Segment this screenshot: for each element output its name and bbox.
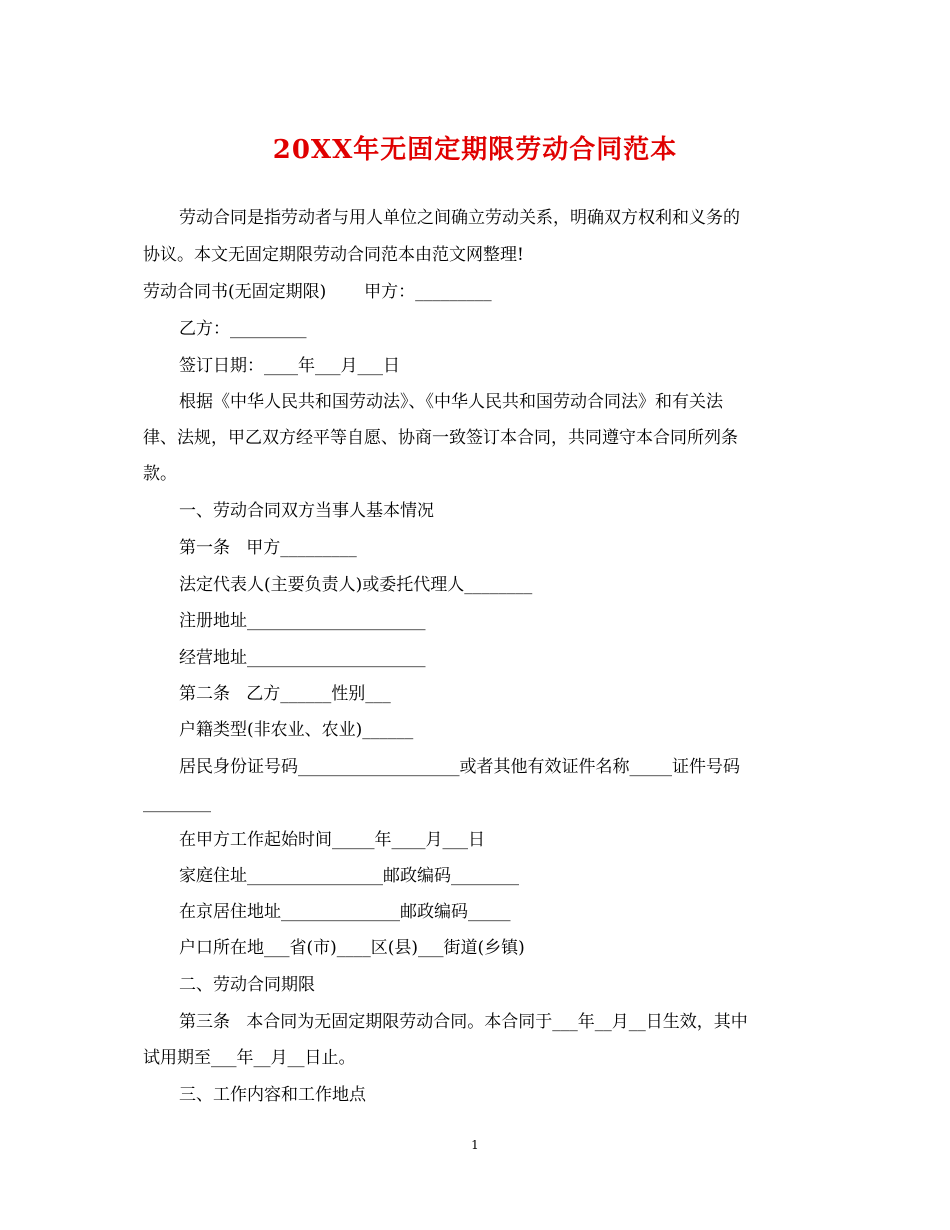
sign-date-line: 签订日期：____年___月___日 — [179, 356, 400, 376]
registered-address-line: 注册地址_____________________ — [179, 611, 426, 631]
legal-rep-line: 法定代表人(主要负责人)或委托代理人________ — [179, 575, 533, 595]
start-date-line: 在甲方工作起始时间_____年____月___日 — [179, 830, 485, 850]
article-three-line-1: 第三条 本合同为无固定期限劳动合同。本合同于___年__月__日生效，其中 — [179, 1012, 748, 1032]
preamble-line-2: 律、法规，甲乙双方经平等自愿、协商一致签订本合同，共同遵守本合同所列条 — [143, 428, 738, 448]
id-number-continuation: ________ — [143, 793, 211, 813]
preamble-line-3: 款。 — [143, 464, 177, 484]
page-title: 20XX年无固定期限劳动合同范本 — [272, 135, 678, 165]
section-two-heading: 二、劳动合同期限 — [179, 975, 315, 995]
article-three-line-2: 试用期至___年__月__日止。 — [143, 1048, 356, 1068]
home-address-line: 家庭住址________________邮政编码________ — [179, 866, 519, 886]
id-number-line: 居民身份证号码___________________或者其他有效证件名称_____证件号码 — [179, 757, 740, 777]
household-type-line: 户籍类型(非农业、农业)______ — [179, 720, 414, 740]
section-three-heading: 三、工作内容和工作地点 — [179, 1085, 366, 1105]
beijing-address-line: 在京居住地址______________邮政编码_____ — [179, 902, 511, 922]
page-number: 1 — [471, 1138, 479, 1152]
preamble-line-1: 根据《中华人民共和国劳动法》、《中华人民共和国劳动合同法》和有关法 — [179, 392, 723, 412]
article-two-line: 第二条 乙方______性别___ — [179, 684, 391, 704]
section-one-heading: 一、劳动合同双方当事人基本情况 — [179, 501, 434, 521]
contract-header-line: 劳动合同书(无固定期限) 甲方：_________ — [143, 282, 492, 302]
intro-line-1: 劳动合同是指劳动者与用人单位之间确立劳动关系，明确双方权利和义务的 — [179, 208, 740, 228]
hukou-line: 户口所在地___省(市)____区(县)___街道(乡镇) — [179, 938, 525, 958]
party-b-line: 乙方：_________ — [179, 319, 307, 339]
business-address-line: 经营地址_____________________ — [179, 648, 426, 668]
article-one-line: 第一条 甲方_________ — [179, 538, 357, 558]
intro-line-2: 协议。本文无固定期限劳动合同范本由范文网整理! — [143, 245, 524, 265]
